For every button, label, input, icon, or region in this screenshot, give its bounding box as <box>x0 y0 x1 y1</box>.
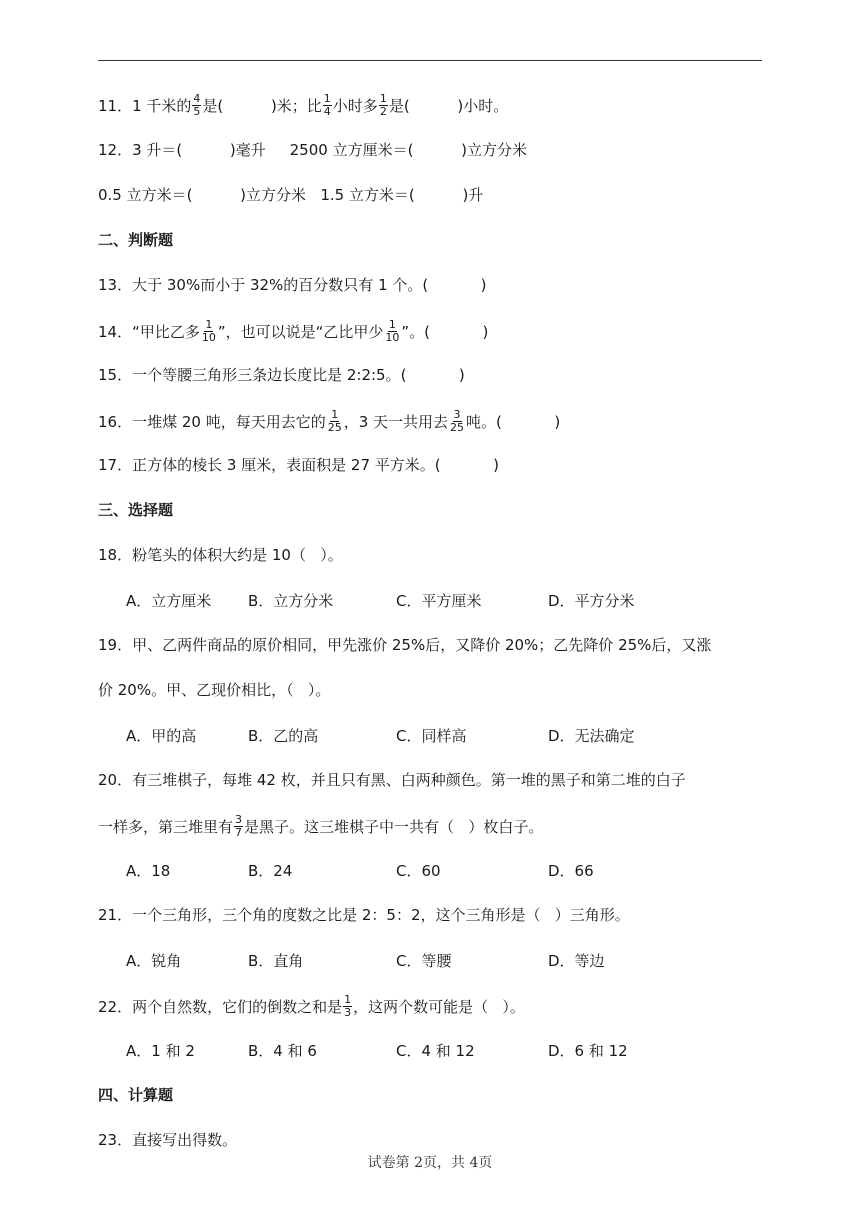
q12-text: 12．3 升＝( )毫升 2500 立方厘米＝( )立方分米 <box>98 141 527 159</box>
q20-text-b: 是黑子。这三堆棋子中一共有（ ）枚白子。 <box>244 818 544 836</box>
q20-option-c: C．60 <box>396 862 441 880</box>
q21-option-b: B．直角 <box>248 952 304 970</box>
q14-text-a: 14．“甲比乙多 <box>98 323 200 341</box>
question-14 <box>98 320 488 345</box>
q20-option-a: A．18 <box>126 862 171 880</box>
header-rule <box>98 60 762 61</box>
question-12-continued <box>98 185 483 205</box>
question-23: 23．直接写出得数。 <box>98 1131 238 1149</box>
q18-option-c: C．平方厘米 <box>396 592 482 610</box>
page-footer: 试卷第 2页，共 4页 <box>367 1155 493 1171</box>
question-19-line-1: 19．甲、乙两件商品的原价相同，甲先涨价 25%后，又降价 20%；乙先降价 25%后，又涨 <box>98 636 712 654</box>
section-heading-judgment: 二、判断题 <box>98 231 174 249</box>
q20-option-d: D．66 <box>548 862 594 880</box>
q19-option-b: B．乙的高 <box>248 727 319 745</box>
q14-text-b: ”，也可以说是“乙比甲少 <box>217 323 384 341</box>
q22-text-b: ，这两个数可能是（ ）。 <box>353 998 525 1016</box>
q22-option-b: B．4 和 6 <box>248 1042 317 1060</box>
q11-text-c: 小时多 <box>332 97 378 115</box>
q22-option-c: C．4 和 12 <box>396 1042 475 1060</box>
q20-option-b: B．24 <box>248 862 293 880</box>
q12b-text: 0.5 立方米＝( )立方分米 1.5 立方米＝( )升 <box>98 186 484 204</box>
q21-option-a: A．锐角 <box>126 952 182 970</box>
q22-text-a: 22．两个自然数，它们的倒数之和是 <box>98 998 343 1016</box>
question-12 <box>98 140 527 160</box>
q18-option-d: D．平方分米 <box>548 592 635 610</box>
question-20-line-2 <box>98 815 543 840</box>
question-17: 17．正方体的棱长 3 厘米，表面积是 27 平方米。( ) <box>98 456 499 474</box>
fraction-1-4: $\frac{1}{4}$ <box>323 92 331 118</box>
q19-option-c: C．同样高 <box>396 727 467 745</box>
q19-option-a: A．甲的高 <box>126 727 197 745</box>
q22-option-d: D．6 和 12 <box>548 1042 628 1060</box>
fraction-1-10-a: $\frac{1}{10}$ <box>201 318 216 344</box>
q16-text-c: 吨。( ) <box>466 413 561 431</box>
question-15: 15．一个等腰三角形三条边长度比是 2:2:5。( ) <box>98 366 465 384</box>
question-13: 13．大于 30%而小于 32%的百分数只有 1 个。( ) <box>98 276 487 294</box>
q16-text-b: ，3 天一共用去 <box>343 413 449 431</box>
question-11 <box>98 94 508 119</box>
fraction-1-25: $\frac{1}{25}$ <box>327 408 342 434</box>
fraction-3-7: $\frac{3}{7}$ <box>235 813 243 839</box>
fraction-1-3: $\frac{1}{3}$ <box>344 993 352 1019</box>
q11-text-a: 11．1 千米的 <box>98 97 192 115</box>
q22-option-a: A．1 和 2 <box>126 1042 195 1060</box>
q18-option-a: A．立方厘米 <box>126 592 212 610</box>
fraction-3-25: $\frac{3}{25}$ <box>450 408 465 434</box>
q16-text-a: 16．一堆煤 20 吨，每天用去它的 <box>98 413 326 431</box>
fraction-1-10-b: $\frac{1}{10}$ <box>385 318 400 344</box>
section-heading-choice: 三、选择题 <box>98 501 174 519</box>
question-19-line-2: 价 20%。甲、乙现价相比，（ ）。 <box>98 681 331 699</box>
q19-option-d: D．无法确定 <box>548 727 635 745</box>
question-21: 21．一个三角形，三个角的度数之比是 2：5：2，这个三角形是（ ）三角形。 <box>98 906 630 924</box>
section-heading-calculation: 四、计算题 <box>98 1086 174 1104</box>
fraction-4-5: $\frac{4}{5}$ <box>193 92 201 118</box>
question-16 <box>98 410 560 435</box>
q11-text-b: 是( )米；比 <box>202 97 322 115</box>
q21-option-d: D．等边 <box>548 952 605 970</box>
question-20-line-1: 20．有三堆棋子，每堆 42 枚，并且只有黑、白两种颜色。第一堆的黑子和第二堆的白子 <box>98 771 686 789</box>
q14-text-c: ”。( ) <box>401 323 489 341</box>
question-22 <box>98 995 525 1020</box>
q18-option-b: B．立方分米 <box>248 592 334 610</box>
fraction-1-2: $\frac{1}{2}$ <box>379 92 387 118</box>
q20-text-a: 一样多，第三堆里有 <box>98 818 234 836</box>
question-18: 18．粉笔头的体积大约是 10（ ）。 <box>98 546 343 564</box>
q21-option-c: C．等腰 <box>396 952 452 970</box>
q11-text-d: 是( )小时。 <box>388 97 509 115</box>
